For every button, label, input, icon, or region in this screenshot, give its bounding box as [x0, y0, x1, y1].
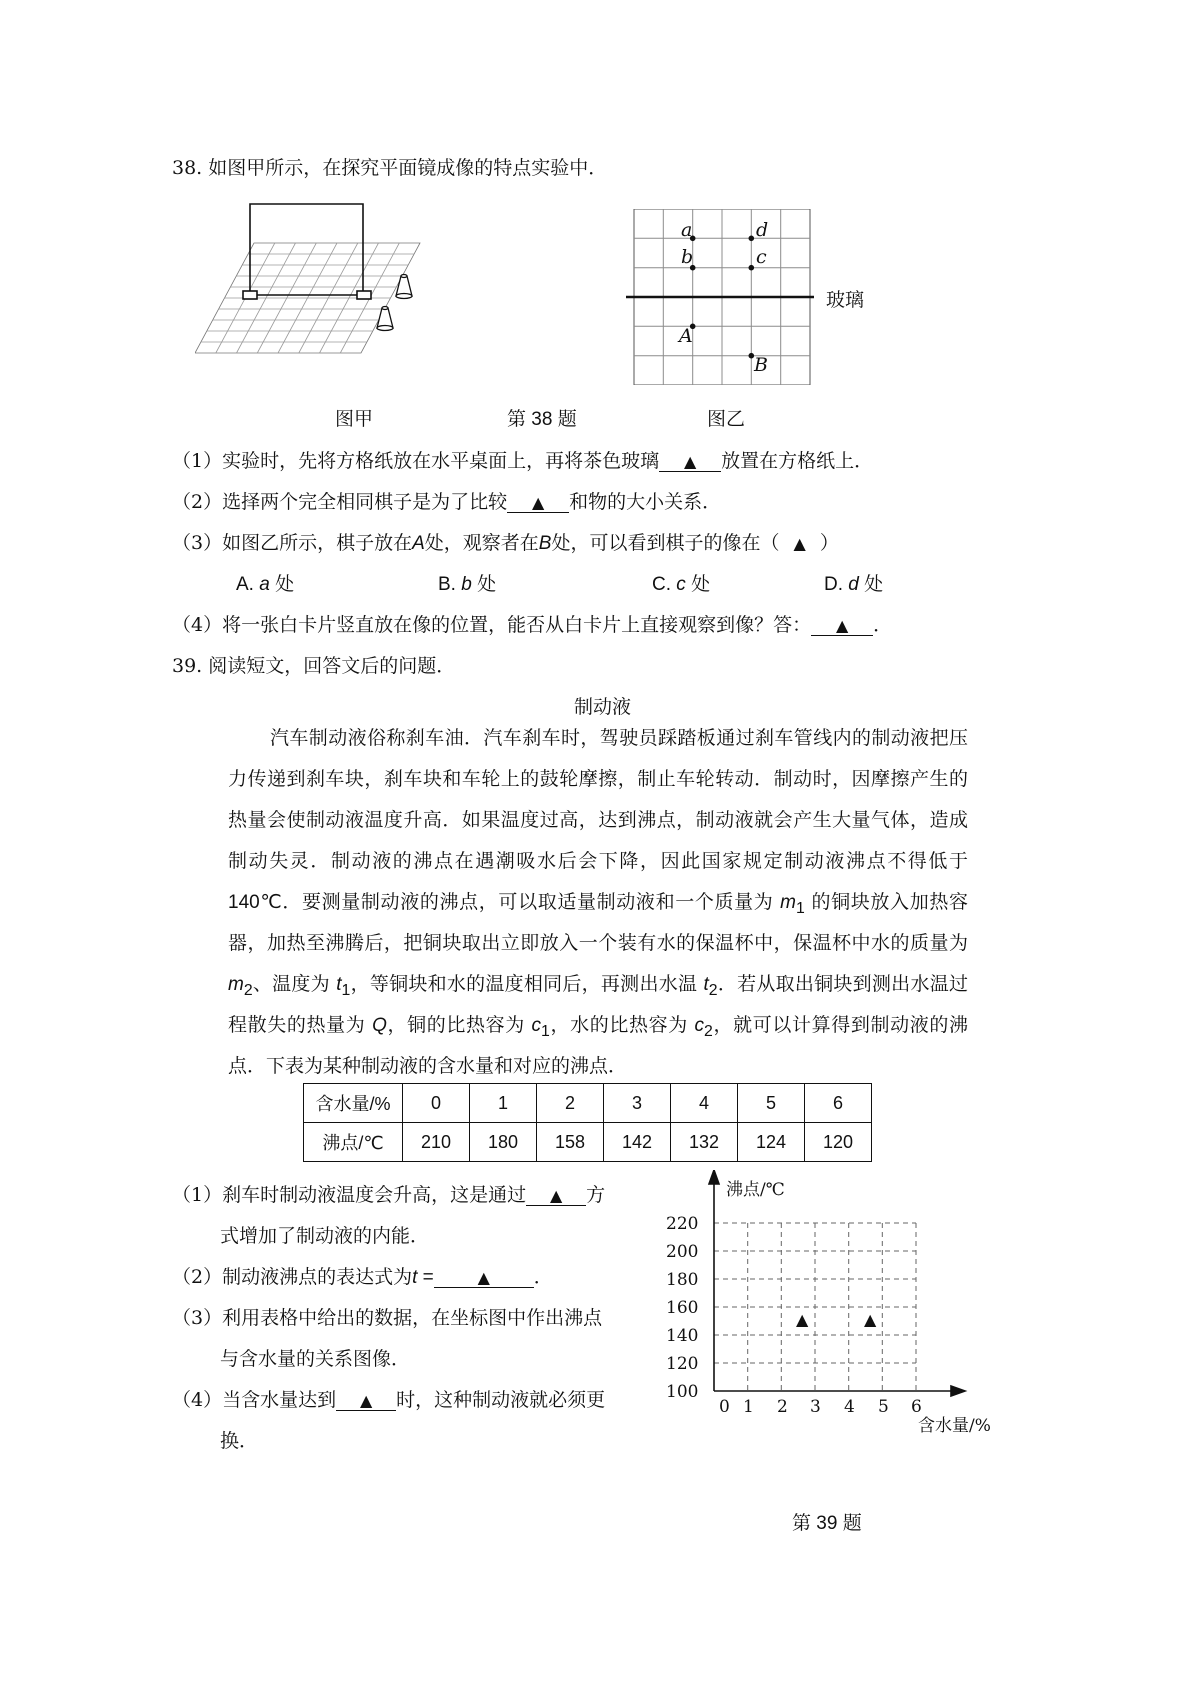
x-tick-label: 2: [777, 1397, 788, 1417]
table-cell: 132: [671, 1123, 738, 1162]
table-cell: 1: [470, 1084, 537, 1123]
article-line: 热量会使制动液温度升高．如果温度过高，达到沸点，制动液就会产生大量气体，造成: [228, 809, 968, 831]
boiling-point-graph: [660, 1170, 1040, 1490]
q39-part4-cont: 换．: [220, 1430, 259, 1452]
answer-placeholder: ▲: [864, 1310, 877, 1329]
table-cell: 0: [403, 1084, 470, 1123]
x-tick-label: 1: [743, 1397, 754, 1417]
x-tick-label: 5: [878, 1397, 889, 1417]
article-line: 器，加热至沸腾后，把铜块取出立即放入一个装有水的保温杯中，保温杯中水的质量为: [228, 932, 968, 954]
q39-part3-cont: 与含水量的关系图像．: [220, 1348, 411, 1370]
article-line: 程散失的热量为 Q，铜的比热容为 $c_1$，水的比热容为 $c_2$，就可以计算得到制动液的沸: [228, 1014, 968, 1040]
q39-part2: （2）制动液沸点的表达式为t = ▲ ．: [172, 1266, 553, 1288]
q38-part4: （4）将一张白卡片竖直放在像的位置，能否从白卡片上直接观察到像？答： ▲ ．: [172, 614, 893, 636]
y-tick-label: 160: [666, 1298, 699, 1318]
table-cell: 120: [805, 1123, 872, 1162]
y-tick-label: 140: [666, 1326, 699, 1346]
article-line: 制动失灵．制动液的沸点在遇潮吸水后会下降，因此国家规定制动液沸点不得低于: [228, 850, 968, 872]
point-d-label: d: [756, 219, 769, 241]
point-A-label: A: [679, 325, 693, 347]
q39-part3: （3）利用表格中给出的数据，在坐标图中作出沸点: [172, 1307, 603, 1329]
x-tick-label: 6: [911, 1397, 922, 1417]
data-table: [303, 1083, 872, 1162]
article-title: 制动液: [574, 696, 632, 718]
option-a[interactable]: A. a 处: [236, 574, 295, 595]
point-c-label: c: [756, 246, 767, 268]
point-b-label: b: [681, 246, 694, 268]
y-axis-label: 沸点/℃: [726, 1180, 785, 1200]
q38-part3: （3）如图乙所示，棋子放在A处，观察者在B处，可以看到棋子的像在（ ▲ ）: [172, 532, 839, 554]
graph-grid: [714, 1223, 916, 1391]
option-b[interactable]: B. b 处: [438, 574, 497, 595]
y-tick-label: 200: [666, 1242, 699, 1262]
table-cell: 2: [537, 1084, 604, 1123]
table-cell: 158: [537, 1123, 604, 1162]
table-cell: 6: [805, 1084, 872, 1123]
article-line: 汽车制动液俗称刹车油．汽车刹车时，驾驶员踩踏板通过刹车管线内的制动液把压: [270, 727, 968, 749]
point-B-label: B: [754, 354, 768, 376]
article-line: 力传递到刹车块，刹车块和车轮上的鼓轮摩擦，制止车轮转动．制动时，因摩擦产生的: [228, 768, 968, 790]
table-row: [304, 1123, 872, 1162]
q39-title: 39. 阅读短文，回答文后的问题．: [172, 655, 456, 677]
y-tick-label: 220: [666, 1214, 699, 1234]
figure-jia: [195, 200, 430, 360]
article-body: [228, 718, 968, 1087]
q39-part1: （1）刹车时制动液温度会升高，这是通过 ▲ 方: [172, 1184, 606, 1206]
q38-title: 38. 如图甲所示，在探究平面镜成像的特点实验中．: [172, 157, 608, 179]
article-line: 140℃．要测量制动液的沸点，可以取适量制动液和一个质量为 $m_1$ 的铜块放入加热容: [228, 891, 968, 917]
y-tick-label: 120: [666, 1354, 699, 1374]
answer-blank[interactable]: ▲: [659, 453, 721, 472]
option-c[interactable]: C. c 处: [652, 574, 711, 595]
table-cell: 4: [671, 1084, 738, 1123]
glass-label: 玻璃: [826, 289, 865, 311]
table-cell: 5: [738, 1084, 805, 1123]
y-tick-label: 100: [666, 1382, 699, 1402]
table-header-cell: 沸点/℃: [304, 1123, 403, 1162]
q38-part1: （1）实验时，先将方格纸放在水平桌面上，再将茶色玻璃 ▲ 放置在方格纸上．: [172, 450, 874, 472]
q38-part2: （2）选择两个完全相同棋子是为了比较 ▲ 和物的大小关系．: [172, 491, 722, 513]
table-cell: 210: [403, 1123, 470, 1162]
answer-blank[interactable]: ▲: [507, 494, 569, 513]
option-d[interactable]: D. d 处: [824, 574, 884, 595]
q39-fig-caption: 第 39 题: [792, 1513, 862, 1534]
table-cell: 3: [604, 1084, 671, 1123]
q38-fig-caption: 第 38 题: [507, 409, 577, 430]
table-header-cell: 含水量/%: [304, 1084, 403, 1123]
answer-blank[interactable]: ▲: [434, 1269, 534, 1288]
x-tick-label: 0: [719, 1397, 730, 1417]
table-cell: 124: [738, 1123, 805, 1162]
article-line: 点．下表为某种制动液的含水量和对应的沸点．: [228, 1055, 628, 1077]
x-tick-label: 3: [810, 1397, 821, 1417]
x-axis-label: 含水量/%: [918, 1416, 991, 1436]
answer-blank[interactable]: ▲: [526, 1187, 586, 1206]
x-tick-label: 4: [844, 1397, 855, 1417]
answer-placeholder: ▲: [796, 1310, 809, 1329]
q39-part1-cont: 式增加了制动液的内能．: [220, 1225, 430, 1247]
answer-blank[interactable]: ▲: [336, 1392, 396, 1411]
q39-part4: （4）当含水量达到 ▲ 时，这种制动液就必须更: [172, 1389, 606, 1411]
table-cell: 142: [604, 1123, 671, 1162]
y-tick-label: 180: [666, 1270, 699, 1290]
fig-jia-caption: 图甲: [335, 408, 374, 430]
article-line: $m_2$、温度为 $t_1$，等铜块和水的温度相同后，再测出水温 $t_2$．若从取出铜块到测出水温过: [228, 973, 968, 999]
answer-blank[interactable]: ▲: [793, 534, 806, 553]
point-a-label: a: [681, 219, 693, 241]
figure-yi: [634, 209, 810, 385]
table-row: [304, 1084, 872, 1123]
answer-blank[interactable]: ▲: [811, 617, 873, 636]
table-cell: 180: [470, 1123, 537, 1162]
fig-yi-caption: 图乙: [707, 408, 746, 430]
